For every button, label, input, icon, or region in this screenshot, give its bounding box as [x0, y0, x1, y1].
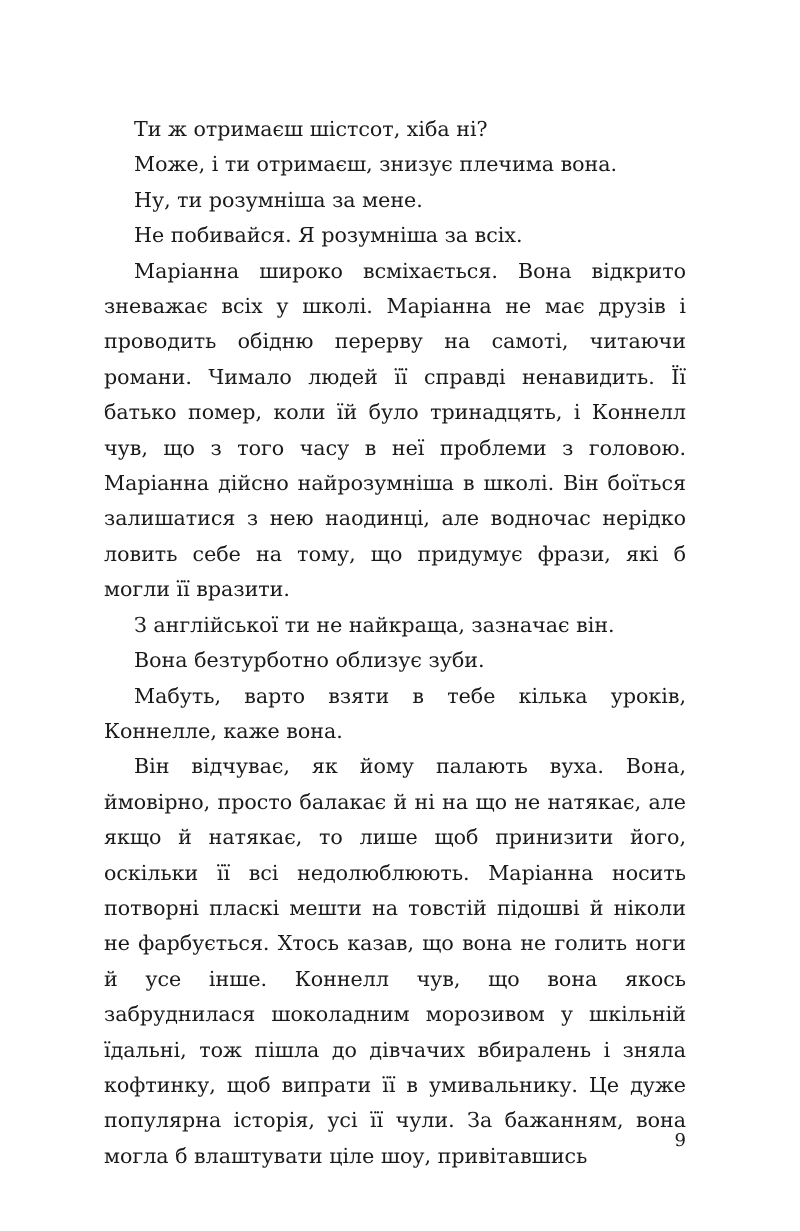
narrative-line: Вона безтурботно облизує зуби.	[134, 648, 485, 673]
dialogue-line: Може, і ти отримаєш, знизує плечима вона.	[134, 152, 618, 177]
dialogue-line: Ну, ти розумніша за мене.	[134, 187, 423, 212]
page-number: 9	[674, 1130, 686, 1151]
dialogue-line: Не побивайся. Я розумніша за всіх.	[134, 223, 523, 248]
narrative-paragraph: Він відчуває, як йому палають вуха. Вона, ймовірно, просто балакає й ні на що не натякає, але якщо й натякає, то лише щоб принизити його, оскільки її всі недолюблюють. Маріанна носить потворні пласкі мешти на товстій підошві й ніколи не фарбується. Хтось казав, що вона не голить ноги й усе інше. Коннелл чув, що вона якось забруднилася шоколадним морозивом у шкільній їдальні, тож пішла до дівчачих вбиралень і зняла кофтинку, щоб випрати її в умивальнику. Це дуже популярна історія, усі її чули. За бажанням, вона могла б влаштувати ціле шоу, привітавшись	[104, 754, 686, 1168]
body-text	[104, 112, 686, 1174]
dialogue-line: З англійської ти не найкраща, зазначає він.	[134, 612, 615, 637]
dialogue-line: Ти ж отримаєш шістсот, хіба ні?	[134, 117, 488, 141]
narrative-paragraph: Маріанна широко всміхається. Вона відкрито зневажає всіх у школі. Маріанна не має друзів і проводить обідню перерву на самоті, читаючи романи. Чимало людей її справді ненавидить. Її батько помер, коли їй було тринадцять, і Коннелл чув, що з того часу в неї проблеми з головою. Маріанна дійсно найрозумніша в школі. Він боїться залишатися з нею наодинці, але водночас нерідко ловить себе на тому, що придумує фрази, які б могли її вразити.	[104, 258, 686, 602]
dialogue-line: Мабуть, варто взяти в тебе кілька уроків, Коннелле, каже вона.	[104, 683, 686, 743]
